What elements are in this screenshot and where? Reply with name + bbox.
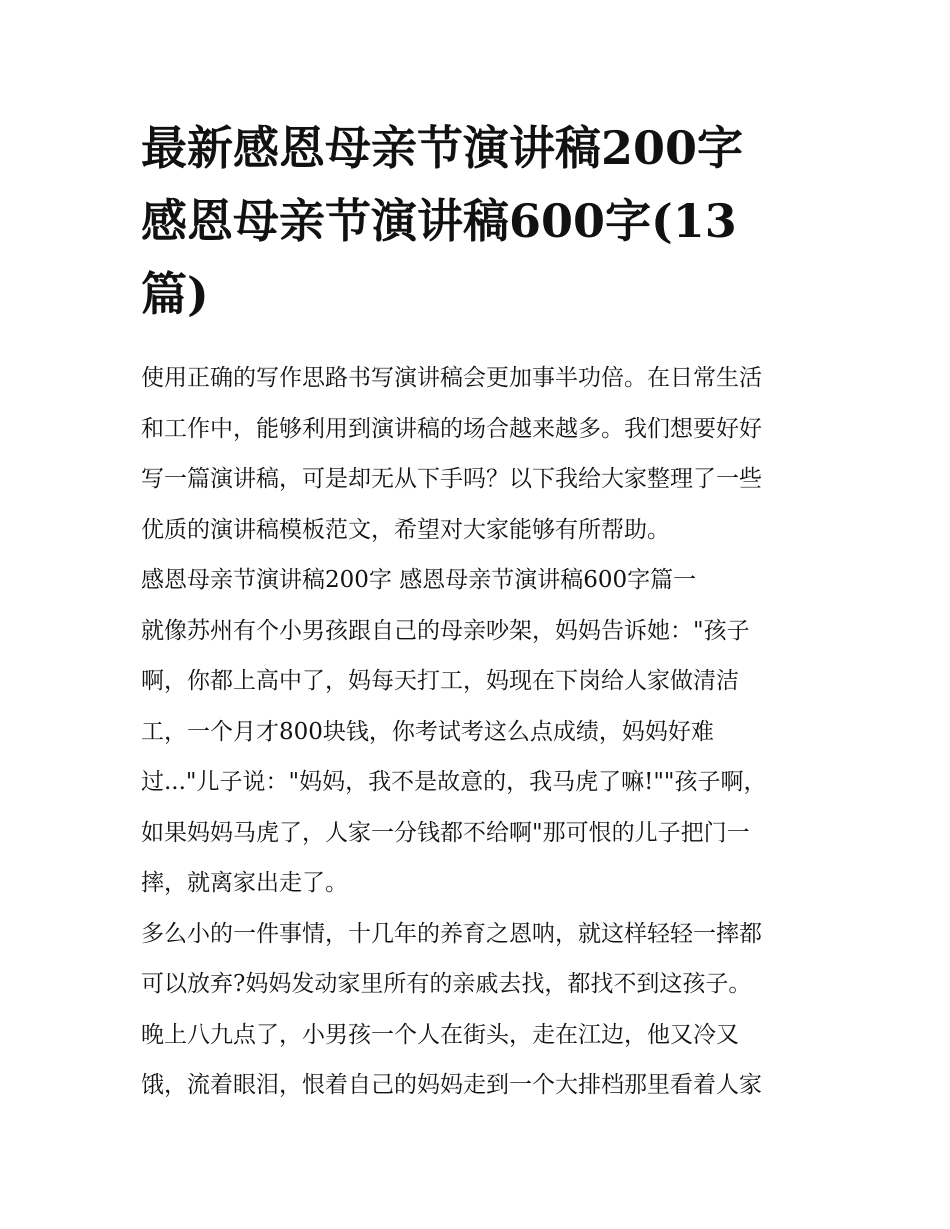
document-page [141, 112, 821, 1111]
body-line: 晚上八九点了，小男孩一个人在街头，走在江边，他又冷又 [141, 1021, 739, 1048]
document-title [141, 112, 821, 331]
body-line: 就像苏州有个小男孩跟自己的母亲吵架，妈妈告诉她："孩子 [141, 617, 750, 644]
body-line: 啊，你都上高中了，妈每天打工，妈现在下岗给人家做清洁 [141, 668, 739, 694]
body-line: 如果妈妈马虎了，人家一分钱都不给啊"那可恨的儿子把门一 [141, 819, 750, 846]
title-line: 感恩母亲节演讲稿600字(13 [141, 194, 737, 248]
body-line: 多么小的一件事情，十几年的养育之恩呐，就这样轻轻一摔都 [141, 920, 762, 947]
title-line: 篇) [141, 267, 209, 321]
body-line: 饿，流着眼泪，恨着自己的妈妈走到一个大排档那里看着人家 [141, 1072, 762, 1098]
body-line: 和工作中，能够利用到演讲稿的场合越来越多。我们想要好好 [141, 415, 762, 442]
body-line: 过..."儿子说："妈妈，我不是故意的，我马虎了嘛!""孩子啊， [141, 769, 767, 795]
title-line: 最新感恩母亲节演讲稿200字 [141, 121, 744, 175]
section-heading: 感恩母亲节演讲稿200字 感恩母亲节演讲稿600字篇一 [141, 567, 697, 593]
body-line: 可以放弃?妈妈发动家里所有的亲戚去找，都找不到这孩子。 [141, 971, 752, 997]
body-line: 摔，就离家出走了。 [141, 870, 348, 896]
body-line: 工，一个月才800块钱，你考试考这么点成绩，妈妈好难 [141, 718, 714, 745]
body-line: 优质的演讲稿模板范文，希望对大家能够有所帮助。 [141, 516, 670, 543]
body-line: 写一篇演讲稿，可是却无从下手吗？以下我给大家整理了一些 [141, 466, 762, 492]
body-line: 使用正确的写作思路书写演讲稿会更加事半功倍。在日常生活 [141, 365, 762, 391]
document-body [141, 353, 821, 1111]
